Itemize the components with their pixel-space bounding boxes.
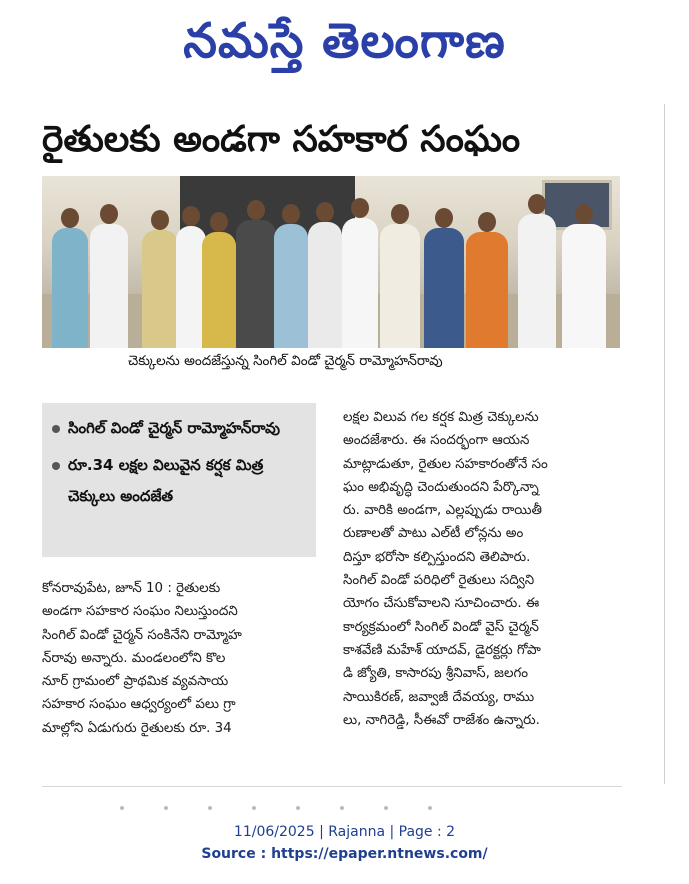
photo-caption: చెక్కులను అందజేస్తున్న సింగిల్ విండో చైర్మన్ రామ్మోహన్‌రావు bbox=[128, 353, 443, 369]
article-headline: రైతులకు అండగా సహకార సంఘం bbox=[42, 119, 521, 160]
body-line: సింగిల్ విండో పరిధిలో రైతులు సద్విని bbox=[343, 573, 535, 589]
column-divider bbox=[664, 104, 665, 784]
photo-person bbox=[308, 222, 342, 348]
article-body-left-column bbox=[42, 577, 320, 740]
article-body-right-column bbox=[343, 406, 623, 732]
photo-person bbox=[342, 218, 378, 348]
body-line: కాశవేణి మహేశ్ యాదవ్, డైరక్టర్లు గోపా bbox=[343, 642, 541, 658]
body-line: కోనరావుపేట, జూన్ 10 : రైతులకు bbox=[42, 581, 221, 596]
photo-person bbox=[424, 228, 464, 348]
body-line: న్‌రావు అన్నారు. మండలంలోని కొల bbox=[42, 650, 226, 666]
photo-person bbox=[52, 228, 88, 348]
bottom-divider bbox=[42, 786, 622, 787]
body-line: అందజేశారు. ఈ సందర్భంగా ఆయన bbox=[343, 433, 530, 449]
body-line: ఘం అభివృద్ధి చెందుతుందని పేర్కొన్నా bbox=[343, 479, 539, 495]
masthead-title: నమస్తే తెలంగాణ bbox=[183, 13, 506, 69]
body-line: సహకార సంఘం ఆధ్వర్యంలో పలు గ్రా bbox=[42, 697, 236, 713]
photo-person bbox=[90, 224, 128, 348]
photo-person bbox=[466, 232, 508, 348]
photo-person bbox=[380, 224, 420, 348]
body-line: లు, నాగిరెడ్డి, సీఈవో రాజేశం ఉన్నారు. bbox=[343, 712, 540, 728]
photo-person bbox=[236, 220, 276, 348]
body-line: డి జ్యోతి, కాసారపు శ్రీనివాస్, జలగం bbox=[343, 666, 529, 682]
body-line: యోగం చేసుకోవాలని సూచించారు. ఈ bbox=[343, 596, 540, 612]
photo-person bbox=[274, 224, 308, 348]
body-line: మాట్లాడుతూ, రైతుల సహకారంతోనే సం bbox=[343, 456, 548, 472]
body-line: మాల్లోని ఏడుగురు రైతులకు రూ. 34 bbox=[42, 720, 232, 736]
footer-date-edition: 11/06/2025 | Rajanna | Page : 2 bbox=[233, 824, 456, 840]
body-line: నూర్ గ్రామంలో ప్రాథమిక వ్యవసాయ bbox=[42, 674, 229, 690]
body-line: రు. వారికి అండగా, ఎల్లప్పుడు రాయితీ bbox=[343, 503, 542, 519]
photo-person bbox=[202, 232, 236, 348]
photo-person bbox=[142, 230, 178, 348]
highlight-item: సింగిల్ విండో చైర్మన్ రామ్మోహన్‌రావు bbox=[52, 413, 306, 444]
body-line: దిస్తూ భరోసా కల్పిస్తుందని తెలిపారు. bbox=[343, 549, 531, 565]
photo-person bbox=[562, 224, 606, 348]
footer-source: Source : https://epaper.ntnews.com/ bbox=[201, 846, 488, 862]
highlight-item: రూ.34 లక్షల విలువైన కర్షక మిత్ర చెక్కులు అందజేత bbox=[52, 450, 306, 512]
body-line: అండగా సహకార సంఘం నిలుస్తుందని bbox=[42, 604, 238, 620]
highlights-box bbox=[42, 403, 316, 557]
body-line: సింగిల్ విండో చైర్మన్ సంకినేని రామ్మోహ bbox=[42, 627, 242, 643]
photo-person bbox=[518, 214, 556, 348]
body-line: రుణాలతో పాటు ఎల్‌టీ లోన్లను అం bbox=[343, 526, 524, 542]
body-line: లక్షల విలువ గల కర్షక మిత్ర చెక్కులను bbox=[343, 410, 539, 425]
body-line: సాయికిరణ్, జవ్వాజీ దేవయ్య, రాము bbox=[343, 689, 535, 705]
scan-artifacts bbox=[120, 795, 540, 805]
article-photo bbox=[42, 176, 620, 348]
body-line: కార్యక్రమంలో సింగిల్ విండో వైస్ చైర్మన్ bbox=[343, 619, 539, 635]
